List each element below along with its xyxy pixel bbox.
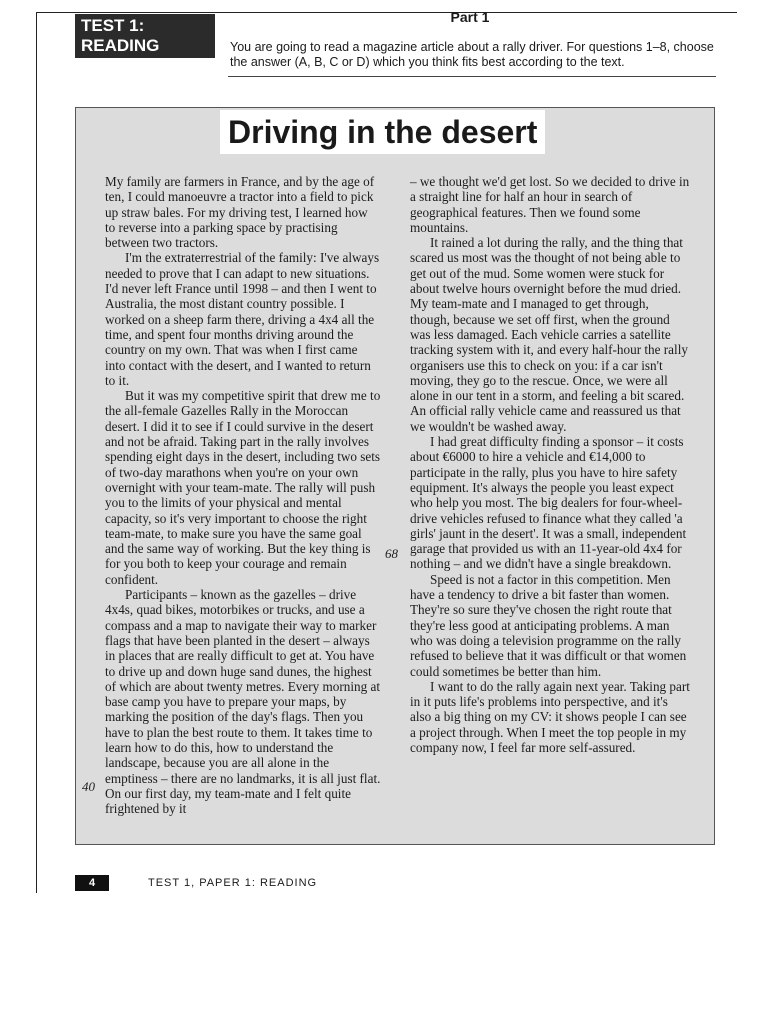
- article-right-column: [410, 174, 690, 755]
- paragraph: I want to do the rally again next year. Taking part in it puts life's problems into perspective, and it's also a big thing on my CV: it shows people I can see a project through. When I meet the top people in my company now, I feel far more self-assured.: [410, 678, 690, 755]
- paragraph: Speed is not a factor in this competition. Men have a tendency to drive a bit faster than women. They're so sure they've chosen the right route that they're less good at anticipating problems. A man who was doing a television programme on the rally refused to believe that it was difficult or that women could sometimes be better than him.: [410, 571, 687, 679]
- paragraph: I had great difficulty finding a sponsor – it costs about €6000 to hire a vehicle and €14,000 to participate in the rally, plus you have to hire safety equipment. It's always the people you least expect who help you most. The big dealers for four-wheel-drive vehicles refused to finance what they called 'a girls' jaunt in the desert'. It was a small, independent garage that provided us with an 11-year-old 4x4 for nothing – and we didn't have a single breakdown.: [410, 434, 687, 572]
- footer-label: TEST 1, PAPER 1: READING: [148, 877, 318, 889]
- part-title: Part 1: [450, 9, 490, 25]
- line-marker-68: 68: [385, 546, 398, 561]
- test-badge: [75, 14, 215, 58]
- divider: [228, 76, 716, 77]
- page-number: 4: [75, 875, 109, 891]
- line-marker-40: 40: [82, 779, 95, 794]
- test-badge-subtitle: READING: [81, 36, 160, 55]
- paragraph: My family are farmers in France, and by the age of ten, I could manoeuvre a tractor into a field to pick up straw bales. For my driving test, I learned how to reverse into a parking space by practising between two tractors.: [105, 174, 375, 251]
- paragraph: I'm the extraterrestrial of the family: I've always needed to prove that I can adapt to new situations. I'd never left France until 1998 – and then I went to Australia, the most distant country possible. I worked on a sheep farm there, driving a 4x4 all the time, and spent four months driving around the country on my own. That was when I first came into contact with the desert, and I wanted to return to it.: [105, 250, 380, 388]
- instructions: You are going to read a magazine article about a rally driver. For questions 1–8, choose the answer (A, B, C or D) which you think fits best according to the text.: [230, 40, 714, 69]
- article-title: Driving in the desert: [220, 110, 545, 154]
- article-left-column: [105, 174, 381, 816]
- paragraph: Participants – known as the gazelles – drive 4x4s, quad bikes, motorbikes or trucks, and use a compass and a map to navigate their way to marker flags that have been planted in the desert – always in places that are really difficult to get at. You have to drive up and down huge sand dunes, the highest of which are about twenty metres. Every morning at base camp you have to prepare your maps, by marking the position of the day's flags. Then you have to plan the best route to them. It takes time to learn how to do this, how to understand the landscape, because you are all alone in the emptiness – there are no landmarks, it is all just flat. On our first day, my team-mate and I felt quite frightened by it: [105, 587, 381, 817]
- test-badge-title: TEST 1:: [81, 16, 145, 35]
- paragraph: But it was my competitive spirit that drew me to the all-female Gazelles Rally in the Moroccan desert. I did it to see if I could survive in the desert and not be afraid. Taking part in the rally involves spending eight days in the desert, including two sets of two-day marathons when you're on your own overnight with your team-mate. The rally will push you to the limits of your physical and mental capacity, so it's very important to choose the right team-mate, to make sure you have the same goal and the same way of working. But the key thing is for you both to keep your courage and remain confident.: [105, 388, 381, 587]
- paragraph: It rained a lot during the rally, and the thing that scared us most was the thought of not being able to get out of the mud. Some women were stuck for about twelve hours overnight before the mud dried. My team-mate and I managed to get through, though, because we set off first, when the ground was less damaged. Each vehicle carries a satellite tracking system with it, and every half-hour the rally organisers use this to check on you: if a car isn't moving, they go to the rescue. Once, we were all alone in our tent in a storm, and feeling a bit scared. An official rally vehicle came and reassured us that we wouldn't be washed away.: [410, 235, 688, 434]
- paragraph: – we thought we'd get lost. So we decided to drive in a straight line for half an hour in search of geographical features. Then we found some mountains.: [410, 174, 690, 235]
